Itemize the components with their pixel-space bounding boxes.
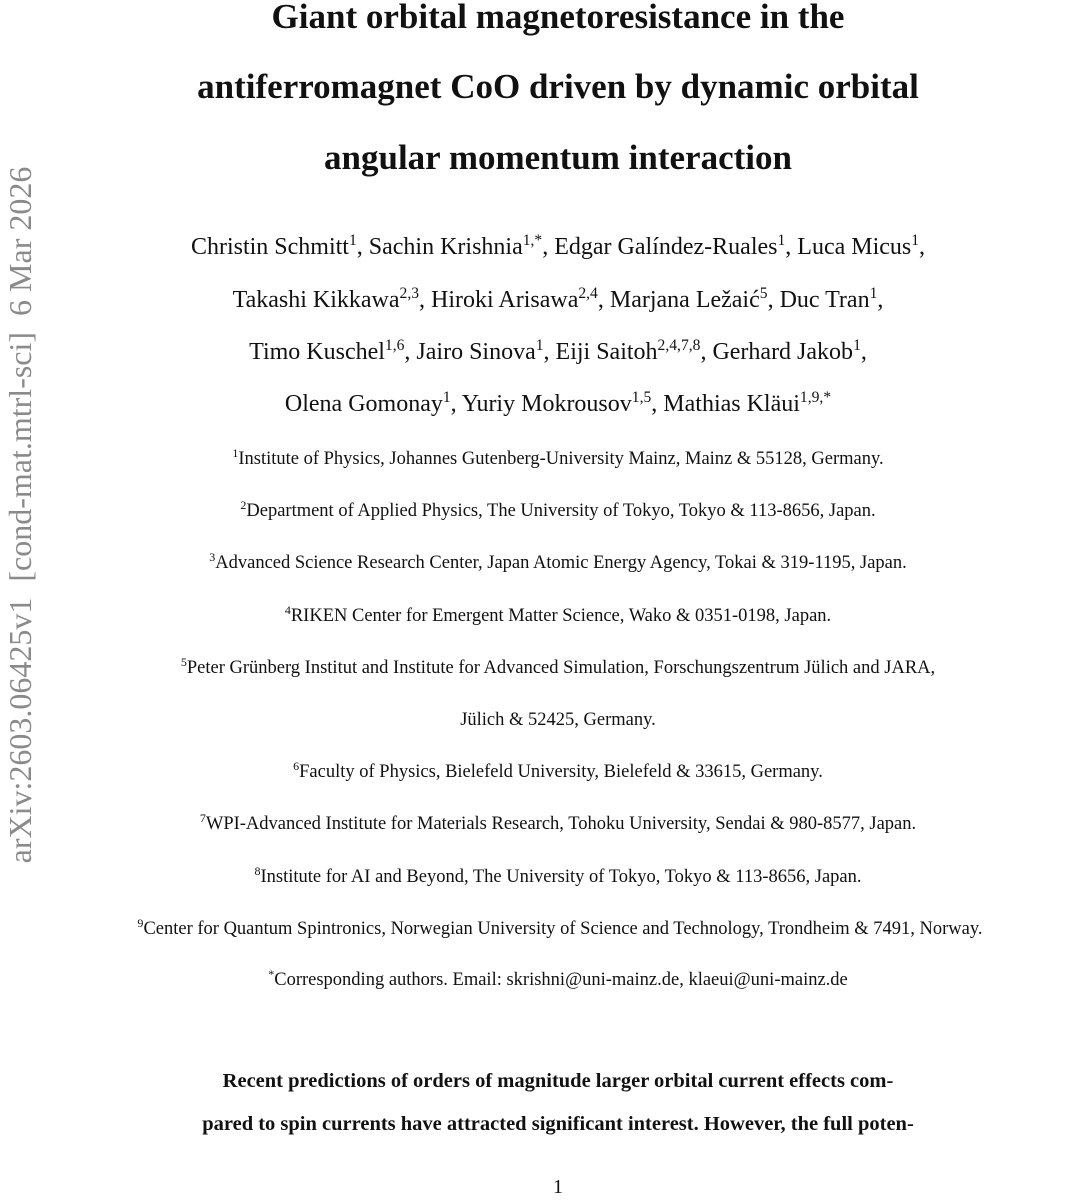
affiliation-number: 5 (180, 654, 187, 669)
asterisk-marker: * (268, 966, 275, 981)
author-line (40, 234, 1076, 261)
author-name: Christin Schmitt (190, 234, 349, 260)
affiliation-line (40, 602, 1076, 627)
author-name: Olena Gomonay (284, 391, 443, 417)
affiliation-text: Center for Quantum Spintronics, Norwegian University of Science and Technology, Trondheim & 7491, Norway. (143, 918, 983, 939)
affiliation-line (40, 498, 1076, 522)
separator: , (404, 339, 417, 365)
abstract-line: Recent predictions of orders of magnitude larger orbital current effects com- (222, 1070, 894, 1092)
author-name: Eiji Saitoh (555, 339, 658, 365)
affiliation-number: 8 (254, 863, 261, 878)
affiliation-text: Faculty of Physics, Bielefeld University, Bielefeld & 33615, Germany. (299, 762, 823, 783)
affiliation-line (40, 445, 1076, 470)
affiliation-marker: 1,5 (631, 389, 652, 406)
affiliation-text: RIKEN Center for Emergent Matter Science, Wako & 0351-0198, Japan. (290, 605, 832, 626)
affiliation-number: 6 (293, 759, 300, 774)
affiliation-marker: 2,4 (578, 285, 598, 302)
author-name: Takashi Kikkawa (232, 287, 400, 313)
author-line (40, 339, 1076, 366)
author-name: Timo Kuschel (249, 339, 385, 365)
separator: , (356, 234, 369, 260)
author-line (40, 391, 1076, 418)
title-line: Giant orbital magnetoresistance in the (271, 0, 845, 36)
affiliation-text: Department of Applied Physics, The University of Tokyo, Tokyo & 113-8656, Japan. (246, 501, 876, 522)
author-name: Jairo Sinova (416, 339, 536, 365)
affiliation-line (40, 759, 1076, 783)
author-name: Yuriy Mokrousov (461, 391, 632, 417)
corresponding-text: Corresponding authors. Email: skrishni@uni-mainz.de, klaeui@uni-mainz.de (274, 970, 848, 990)
affiliation-marker: 1,9,* (799, 389, 832, 406)
separator: , (877, 287, 884, 313)
affiliation-text: Institute of Physics, Johannes Gutenberg-University Mainz, Mainz & 55128, Germany. (238, 449, 884, 469)
separator: , (860, 339, 867, 365)
separator: , (785, 234, 798, 260)
separator: , (543, 339, 556, 365)
affiliation-line (40, 863, 1076, 888)
separator: , (651, 391, 664, 417)
author-name: Luca Micus (797, 234, 912, 260)
affiliation-marker: 1 (442, 389, 451, 406)
affiliation-marker: 1,6 (384, 337, 405, 354)
author-name: Duc Tran (779, 287, 870, 313)
affiliation-text: Peter Grünberg Institut and Institute for Advanced Simulation, Forschungszentrum Jülich and JARA, (186, 657, 936, 678)
affiliation-text: Advanced Science Research Center, Japan Atomic Energy Agency, Tokai & 319-1195, Japan. (215, 553, 907, 574)
affiliation-marker: 1 (777, 232, 786, 249)
page-number: 1 (553, 1176, 563, 1198)
affiliation-line (40, 550, 1076, 574)
author-line (40, 287, 1076, 314)
affiliation-number: 3 (209, 550, 216, 565)
affiliation-number: 2 (240, 498, 247, 513)
affiliation-text: Institute for AI and Beyond, The University of Tokyo, Tokyo & 113-8656, Japan. (260, 866, 862, 887)
author-name: Edgar Galíndez-Ruales (554, 234, 778, 260)
affiliation-marker: 2,3 (399, 285, 420, 302)
arxiv-identifier-stamp: arXiv:2603.06425v1 [cond-mat.mtrl-sci] 6 Mar 2026 (2, 166, 38, 864)
separator: , (542, 234, 555, 260)
separator: , (419, 287, 432, 313)
corresponding-authors (40, 966, 1076, 991)
author-name: Sachin Krishnia (368, 234, 523, 260)
affiliation-number: 4 (284, 602, 291, 617)
separator: , (450, 391, 462, 417)
author-name: Hiroki Arisawa (431, 287, 579, 313)
affiliation-marker: 1 (853, 337, 861, 354)
affiliation-number: 7 (199, 811, 206, 826)
affiliation-number: 9 (137, 915, 144, 930)
title-line: angular momentum interaction (324, 138, 792, 177)
affiliation-marker: 1,* (522, 232, 543, 249)
affiliation-marker: 1 (869, 285, 878, 302)
separator: , (700, 339, 713, 365)
affiliation-line (40, 710, 1076, 731)
abstract-line: pared to spin currents have attracted significant interest. However, the full poten- (202, 1113, 914, 1135)
author-name: Gerhard Jakob (712, 339, 854, 365)
author-name: Marjana Ležaić (609, 287, 760, 313)
affiliation-marker: 1 (348, 232, 357, 249)
affiliation-marker: 1 (911, 232, 920, 249)
affiliation-marker: 1 (535, 337, 544, 354)
separator: , (919, 234, 926, 260)
affiliation-marker: 5 (759, 285, 768, 302)
affiliation-marker: 2,4,7,8 (657, 337, 701, 354)
affiliation-line (42, 915, 1078, 940)
affiliation-text: WPI-Advanced Institute for Materials Research, Tohoku University, Sendai & 980-8577, Japan. (205, 814, 917, 835)
affiliation-number: 1 (232, 445, 239, 460)
affiliation-line (40, 811, 1076, 835)
title-line: antiferromagnet CoO driven by dynamic orbital (197, 67, 919, 106)
separator: , (767, 287, 780, 313)
affiliation-line (40, 654, 1076, 679)
separator: , (597, 287, 610, 313)
affiliation-text: Jülich & 52425, Germany. (460, 710, 656, 730)
author-name: Mathias Kläui (663, 391, 800, 417)
